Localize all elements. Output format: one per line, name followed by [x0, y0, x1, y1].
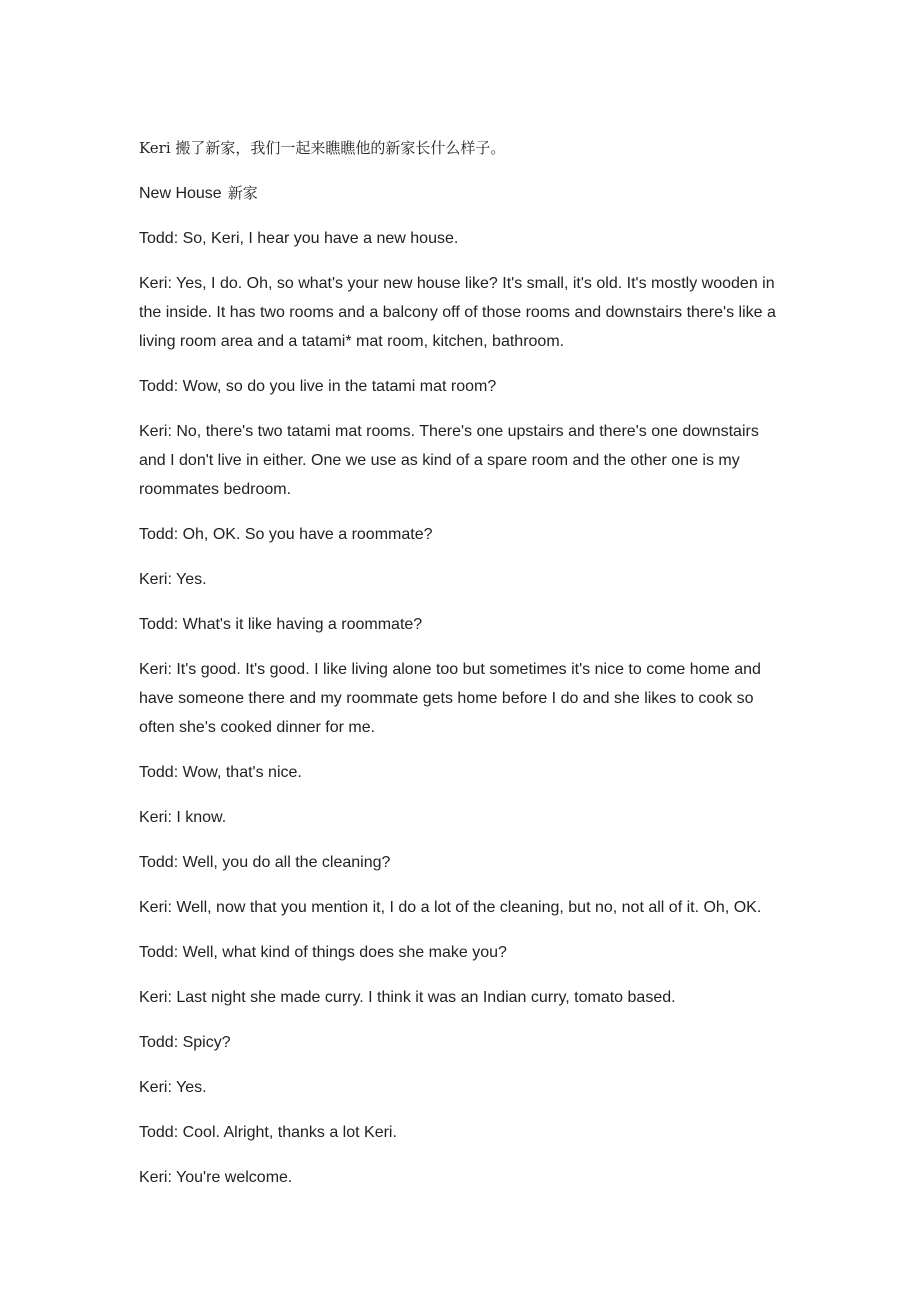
dialogue-line: Todd: Oh, OK. So you have a roommate?: [139, 526, 433, 543]
dialogue-line: Keri: No, there's two tatami mat rooms. There's one upstairs and there's one downstairs and I don't live in either. One we use as kind of a spare room and the other one is my roommates bedroom.: [139, 423, 759, 498]
dialogue-line: Todd: So, Keri, I hear you have a new house.: [139, 230, 459, 247]
lesson-title-english: New House: [139, 185, 222, 202]
dialogue-line: Keri: Well, now that you mention it, I do a lot of the cleaning, but no, not all of it. Oh, OK.: [139, 899, 762, 916]
dialogue-line: Keri: I know.: [139, 809, 227, 826]
dialogue-line: Todd: What's it like having a roommate?: [139, 616, 423, 633]
dialogue-line: Todd: Well, what kind of things does she make you?: [139, 944, 507, 961]
dialogue-line: Todd: Spicy?: [139, 1034, 231, 1051]
dialogue-line: Todd: Wow, that's nice.: [139, 764, 302, 781]
dialogue-line: Keri: You're welcome.: [139, 1169, 293, 1186]
dialogue-line: Keri: It's good. It's good. I like living alone too but sometimes it's nice to come home and have someone there and my roommate gets home before I do and she likes to cook so often she's cooked dinner for me.: [139, 661, 761, 736]
dialogue-line: Keri: Last night she made curry. I think it was an Indian curry, tomato based.: [139, 989, 676, 1006]
document-body: [139, 134, 789, 1208]
dialogue-line: Todd: Wow, so do you live in the tatami mat room?: [139, 378, 497, 395]
lesson-title: [139, 179, 789, 208]
dialogue-line: Todd: Well, you do all the cleaning?: [139, 854, 391, 871]
lesson-title-chinese: 新家: [227, 184, 258, 202]
dialogue-line: Keri: Yes, I do. Oh, so what's your new house like? It's small, it's old. It's mostly wooden in the inside. It has two rooms and a balcony off of those rooms and downstairs there's like a living room area and a tatami* mat room, kitchen, bathroom.: [139, 275, 776, 350]
dialogue-line: Todd: Cool. Alright, thanks a lot Keri.: [139, 1124, 397, 1141]
dialogue-line: Keri: Yes.: [139, 1079, 207, 1096]
dialogue-line: Keri: Yes.: [139, 571, 207, 588]
intro-paragraph: Keri 搬了新家，我们一起来瞧瞧他的新家长什么样子。: [139, 139, 506, 157]
